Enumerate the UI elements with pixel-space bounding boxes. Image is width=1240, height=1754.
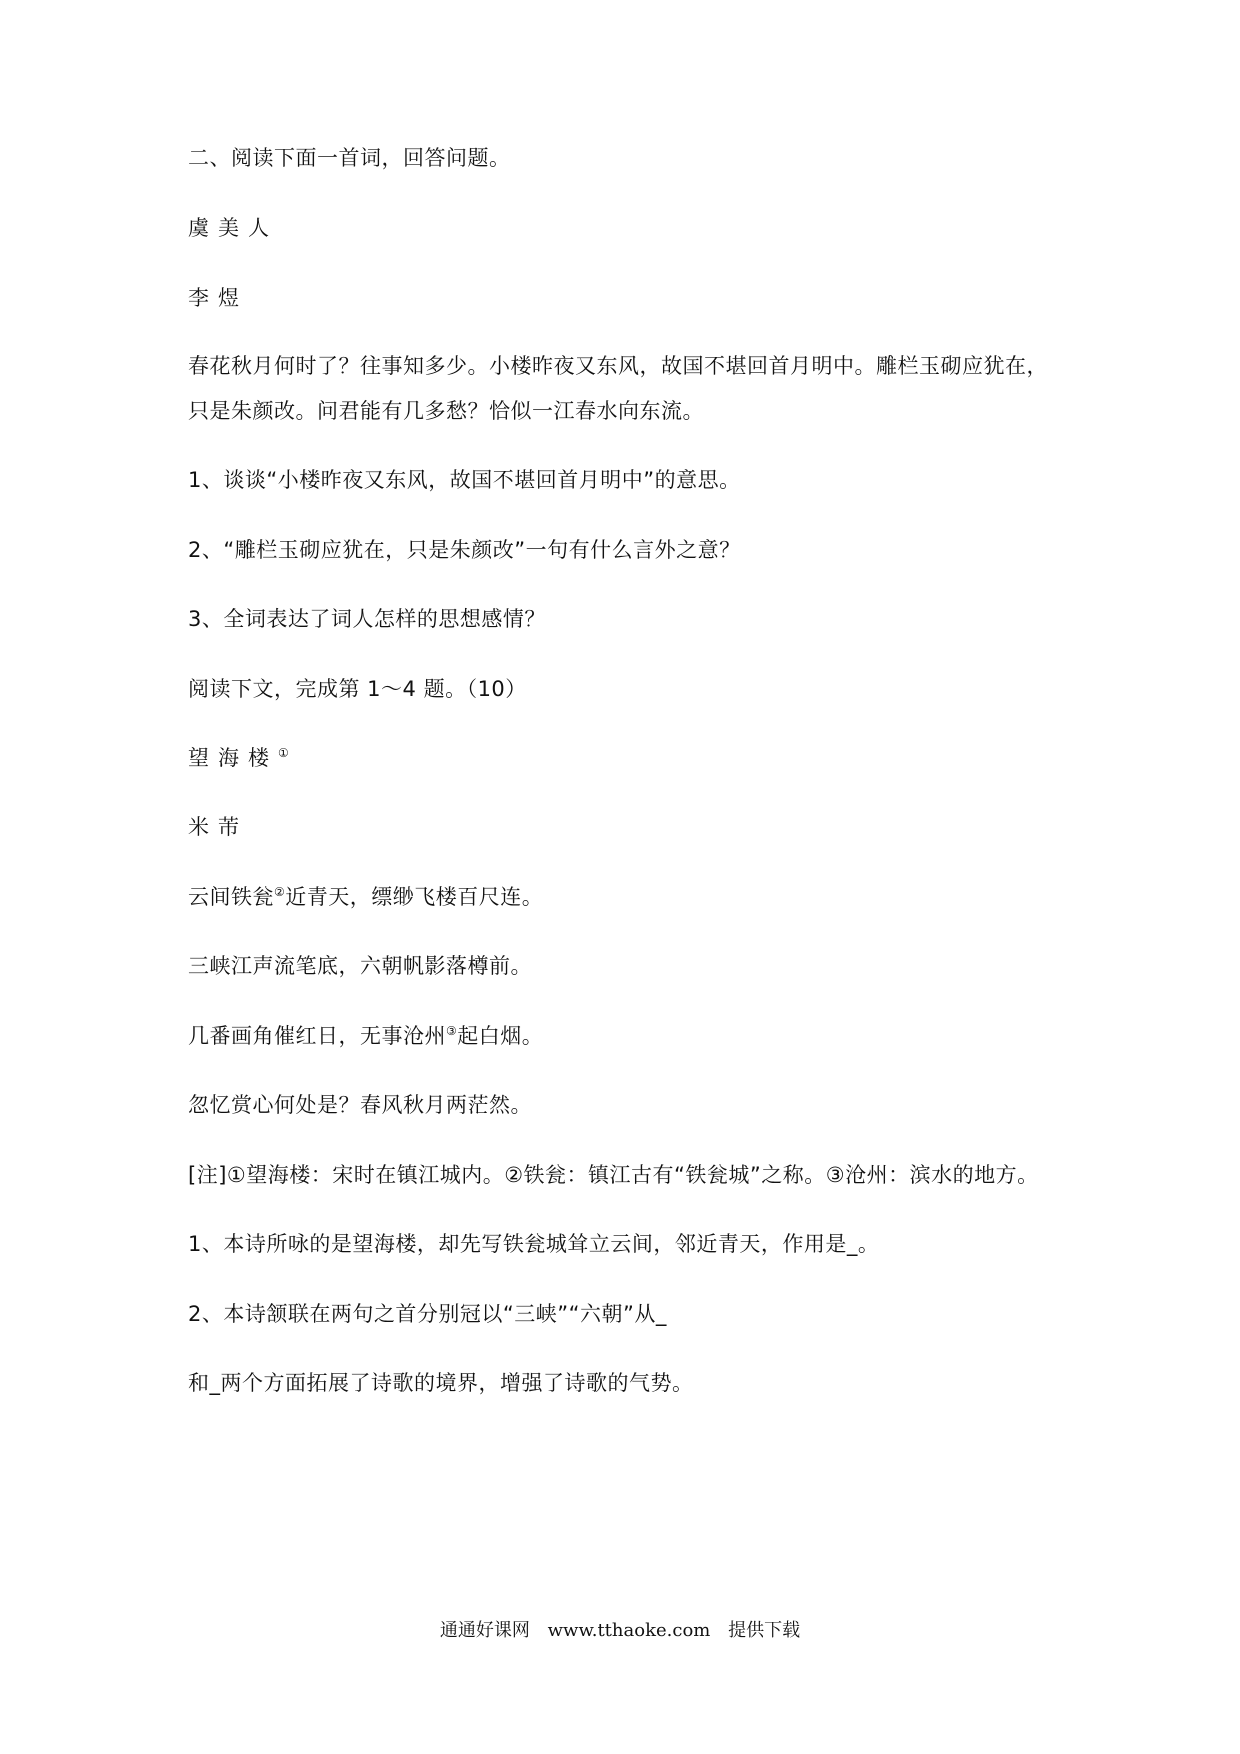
poem-line-text: 忽忆赏心何处是？春风秋月两茫然。 [188, 1093, 532, 1117]
question-item: 1、本诗所咏的是望海楼，却先写铁瓮城耸立云间，邻近青天，作用是_。 [188, 1232, 880, 1256]
poem-notes: [注]①望海楼：宋时在镇江城内。②铁瓮：镇江古有“铁瓮城”之称。③沧州：滨水的地方。 [188, 1163, 1039, 1187]
footer-site-name: 通通好课网 [439, 1620, 530, 1641]
footnote-mark: ③ [446, 1024, 458, 1038]
poem-body-line: 春花秋月何时了？往事知多少。小楼昨夜又东风，故国不堪回首月明中。雕栏玉砌应犹在， [188, 354, 1048, 378]
poem-author: 李煜 [188, 286, 248, 310]
poem-line [188, 1022, 543, 1050]
footnote-mark: ② [274, 885, 286, 899]
poem-line-text: 云间铁瓮 [188, 885, 274, 909]
poem-line [188, 1091, 532, 1119]
poem-title [188, 744, 289, 772]
poem-line [188, 883, 543, 911]
question-item: 2、“雕栏玉砌应犹在，只是朱颜改”一句有什么言外之意？ [188, 538, 741, 562]
poem-title-text: 望海楼 [188, 746, 278, 770]
footer-url[interactable]: www.tthaoke.com [547, 1620, 711, 1641]
poem-author: 米芾 [188, 815, 248, 839]
footer-action: 提供下载 [728, 1620, 801, 1641]
poem-line-text: 起白烟。 [457, 1024, 544, 1048]
poem-line-text: 几番画角催红日，无事沧州 [188, 1024, 446, 1048]
poem-line-text: 近青天，缥缈飞楼百尺连。 [285, 885, 544, 909]
question-item: 1、谈谈“小楼昨夜又东风，故国不堪回首月明中”的意思。 [188, 468, 741, 492]
question-item: 2、本诗颔联在两句之首分别冠以“三峡”“六朝”从_ [188, 1302, 667, 1326]
question-item: 3、全词表达了词人怎样的思想感情？ [188, 607, 546, 631]
section-heading: 二、阅读下面一首词，回答问题。 [188, 146, 511, 170]
reading-instruction: 阅读下文，完成第 1～4 题。（10） [188, 677, 527, 701]
poem-title: 虞美人 [188, 216, 278, 240]
poem-line-text: 三峡江声流笔底，六朝帆影落樽前。 [188, 954, 532, 978]
footnote-mark: ① [278, 746, 290, 760]
page-footer [0, 1619, 1240, 1643]
poem-line [188, 952, 532, 980]
poem-body-line: 只是朱颜改。问君能有几多愁？恰似一江春水向东流。 [188, 399, 704, 423]
question-item: 和_两个方面拓展了诗歌的境界，增强了诗歌的气势。 [188, 1371, 694, 1395]
